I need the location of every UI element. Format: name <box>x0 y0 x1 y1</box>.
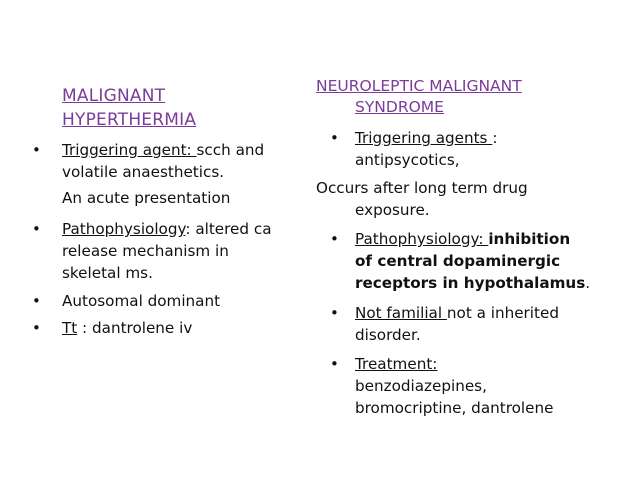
right-b3-line2: disorder. <box>355 326 421 344</box>
left-b1-label: Triggering agent: <box>62 141 197 159</box>
right-b3-rest: not a inherited <box>446 304 559 322</box>
right-b3-label: Not familial <box>355 304 447 322</box>
left-bullet-3: Autosomal dominant <box>62 292 221 310</box>
left-b2-rest: : altered ca <box>185 220 272 238</box>
bullet-icon: • <box>32 292 41 310</box>
left-title <box>62 84 196 132</box>
right-title <box>316 76 522 118</box>
bullet-icon: • <box>330 129 339 147</box>
bullet-icon: • <box>32 319 41 337</box>
right-plain-line1: Occurs after long term drug <box>316 179 528 197</box>
right-b1-rest: : <box>492 129 498 147</box>
right-b4-line2: benzodiazepines, <box>355 377 487 395</box>
right-b4-label: Treatment: <box>355 355 438 373</box>
right-bullet-4 <box>355 354 437 375</box>
bullet-icon: • <box>330 304 339 322</box>
right-b2-line3: receptors in hypothalamus <box>355 274 586 292</box>
bullet-icon: • <box>330 355 339 373</box>
right-b2-line3-wrap <box>355 273 590 294</box>
right-b1-line2: antipsycotics, <box>355 151 460 169</box>
left-b2-label: Pathophysiology <box>62 220 186 238</box>
left-b4-label: Tt <box>62 319 78 337</box>
bullet-icon: • <box>330 230 339 248</box>
bullet-icon: • <box>32 220 41 238</box>
left-b2-line3: skeletal ms. <box>62 264 153 282</box>
left-b1-line2: volatile anaesthetics. <box>62 163 225 181</box>
right-bullet-3 <box>355 303 559 324</box>
right-bullet-2 <box>355 229 570 250</box>
left-bullet-2 <box>62 219 272 240</box>
left-b4-rest: : dantrolene iv <box>77 319 193 337</box>
right-b2-bold1: inhibition <box>488 230 571 248</box>
right-b4-line3: bromocriptine, dantrolene <box>355 399 554 417</box>
bullet-icon: • <box>32 141 41 159</box>
right-b1-label: Triggering agents <box>355 129 493 147</box>
right-b2-line3-end: . <box>585 274 591 292</box>
left-bullet-1 <box>62 140 264 161</box>
left-plain-line: An acute presentation <box>62 189 231 207</box>
right-bullet-1 <box>355 128 497 149</box>
right-plain-line2: exposure. <box>355 201 430 219</box>
right-b2-line2: of central dopaminergic <box>355 252 561 270</box>
left-title-line2: HYPERTHERMIA <box>62 110 197 130</box>
right-title-line2: SYNDROME <box>355 98 444 116</box>
right-title-line1: NEUROLEPTIC MALIGNANT <box>316 77 522 95</box>
right-b2-label: Pathophysiology: <box>355 230 489 248</box>
left-b1-rest: scch and <box>196 141 265 159</box>
left-b2-line2: release mechanism in <box>62 242 229 260</box>
left-title-line1: MALIGNANT <box>62 86 166 106</box>
left-bullet-4 <box>62 318 192 339</box>
